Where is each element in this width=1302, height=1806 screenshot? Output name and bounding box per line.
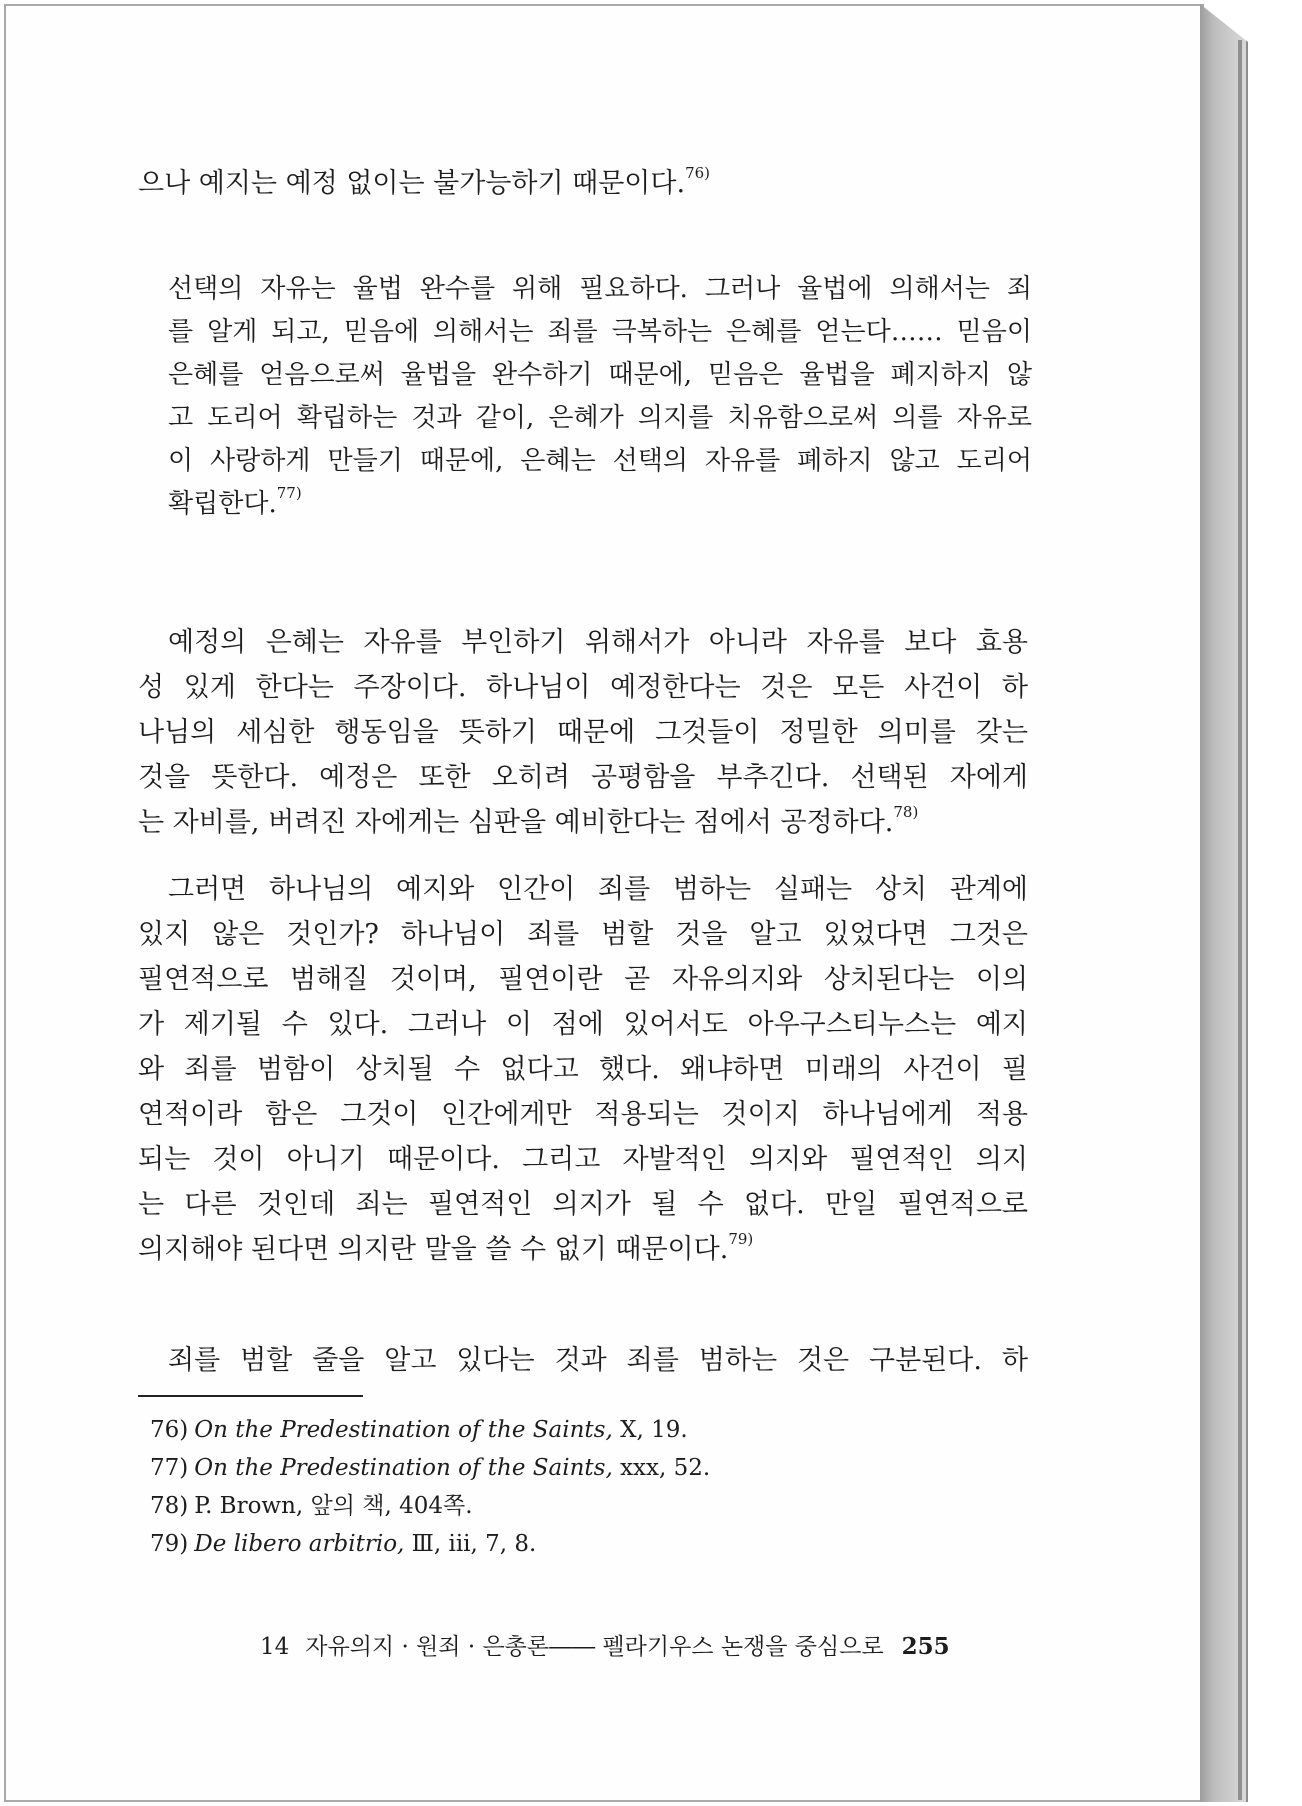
footnote: 76) On the Predestination of the Saints, Ⅹ, 19. — [150, 1417, 688, 1443]
footnote: 78) P. Brown, 앞의 책, 404쪽. — [150, 1493, 473, 1519]
footnote-rule — [138, 1395, 363, 1397]
paragraph-line: 연적이라 함은 그것이 인간에게만 적용되는 것이지 하나님에게 적용 — [138, 1099, 1028, 1130]
page-number: 255 — [901, 1633, 950, 1660]
footnote-ref: 77) — [276, 484, 302, 502]
paragraph-line: 그러면 하나님의 예지와 인간이 죄를 범하는 실패는 상치 관계에 — [168, 874, 1028, 905]
chapter-number: 14 — [260, 1634, 290, 1660]
running-title: 자유의지 · 원죄 · 은총론―― 펠라기우스 논쟁을 중심으로 — [305, 1634, 884, 1660]
quote-line: 고 도리어 확립하는 것과 같이, 은혜가 의지를 치유함으로써 의를 자유로 — [168, 403, 1032, 433]
footnote-ref: 79) — [728, 1230, 754, 1248]
paragraph-line: 죄를 범할 줄을 알고 있다는 것과 죄를 범하는 것은 구분된다. 하 — [168, 1345, 1028, 1376]
paragraph-line: 있지 않은 것인가? 하나님이 죄를 범할 것을 알고 있었다면 그것은 — [138, 919, 1028, 950]
paragraph-line: 성 있게 한다는 주장이다. 하나님이 예정한다는 것은 모든 사건이 하 — [138, 672, 1028, 703]
quote-line: 이 사랑하게 만들기 때문에, 은혜는 선택의 자유를 폐하지 않고 도리어 — [168, 446, 1032, 476]
paragraph-line: 의지해야 된다면 의지란 말을 쓸 수 없기 때문이다.$^{79)}$ — [138, 1230, 754, 1265]
footnote-ref: 78) — [893, 803, 919, 821]
paragraph-line: 와 죄를 범함이 상치될 수 없다고 했다. 왜냐하면 미래의 사건이 필 — [138, 1054, 1028, 1085]
quote-line: 를 알게 되고, 믿음에 의해서는 죄를 극복하는 은혜를 얻는다…… 믿음이 — [168, 317, 1032, 347]
quote-line: 확립한다.$^{77)}$ — [168, 484, 302, 519]
quote-line: 선택의 자유는 율법 완수를 위해 필요하다. 그러나 율법에 의해서는 죄 — [168, 274, 1032, 304]
paragraph-line: 가 제기될 수 있다. 그러나 이 점에 있어서도 아우구스티누스는 예지 — [138, 1009, 1028, 1040]
text-line: 으나 예지는 예정 없이는 불가능하기 때문이다.$^{76)}$ — [138, 164, 711, 199]
paragraph-line: 예정의 은혜는 자유를 부인하기 위해서가 아니라 자유를 보다 효용 — [168, 627, 1028, 658]
footnote: 79) De libero arbitrio, Ⅲ, iii, 7, 8. — [150, 1531, 537, 1557]
footnote: 77) On the Predestination of the Saints, xxx, 52. — [150, 1455, 711, 1481]
quote-line: 은혜를 얻음으로써 율법을 완수하기 때문에, 믿음은 율법을 폐지하지 않 — [168, 360, 1032, 390]
page-edge-line — [1238, 40, 1242, 1800]
paragraph-line: 되는 것이 아니기 때문이다. 그리고 자발적인 의지와 필연적인 의지 — [138, 1144, 1028, 1175]
running-footer — [260, 1628, 1020, 1661]
paragraph-line: 것을 뜻한다. 예정은 또한 오히려 공평함을 부추긴다. 선택된 자에게 — [138, 762, 1028, 793]
paragraph-line: 나님의 세심한 행동임을 뜻하기 때문에 그것들이 정밀한 의미를 갖는 — [138, 717, 1028, 748]
paragraph-line: 는 다른 것인데 죄는 필연적인 의지가 될 수 없다. 만일 필연적으로 — [138, 1189, 1028, 1220]
paragraph-line: 필연적으로 범해질 것이며, 필연이란 곧 자유의지와 상치된다는 이의 — [138, 964, 1028, 995]
footnote-ref: 76) — [685, 164, 711, 182]
paragraph-line: 는 자비를, 버려진 자에게는 심판을 예비한다는 점에서 공정하다.$^{78)}$ — [138, 803, 919, 838]
